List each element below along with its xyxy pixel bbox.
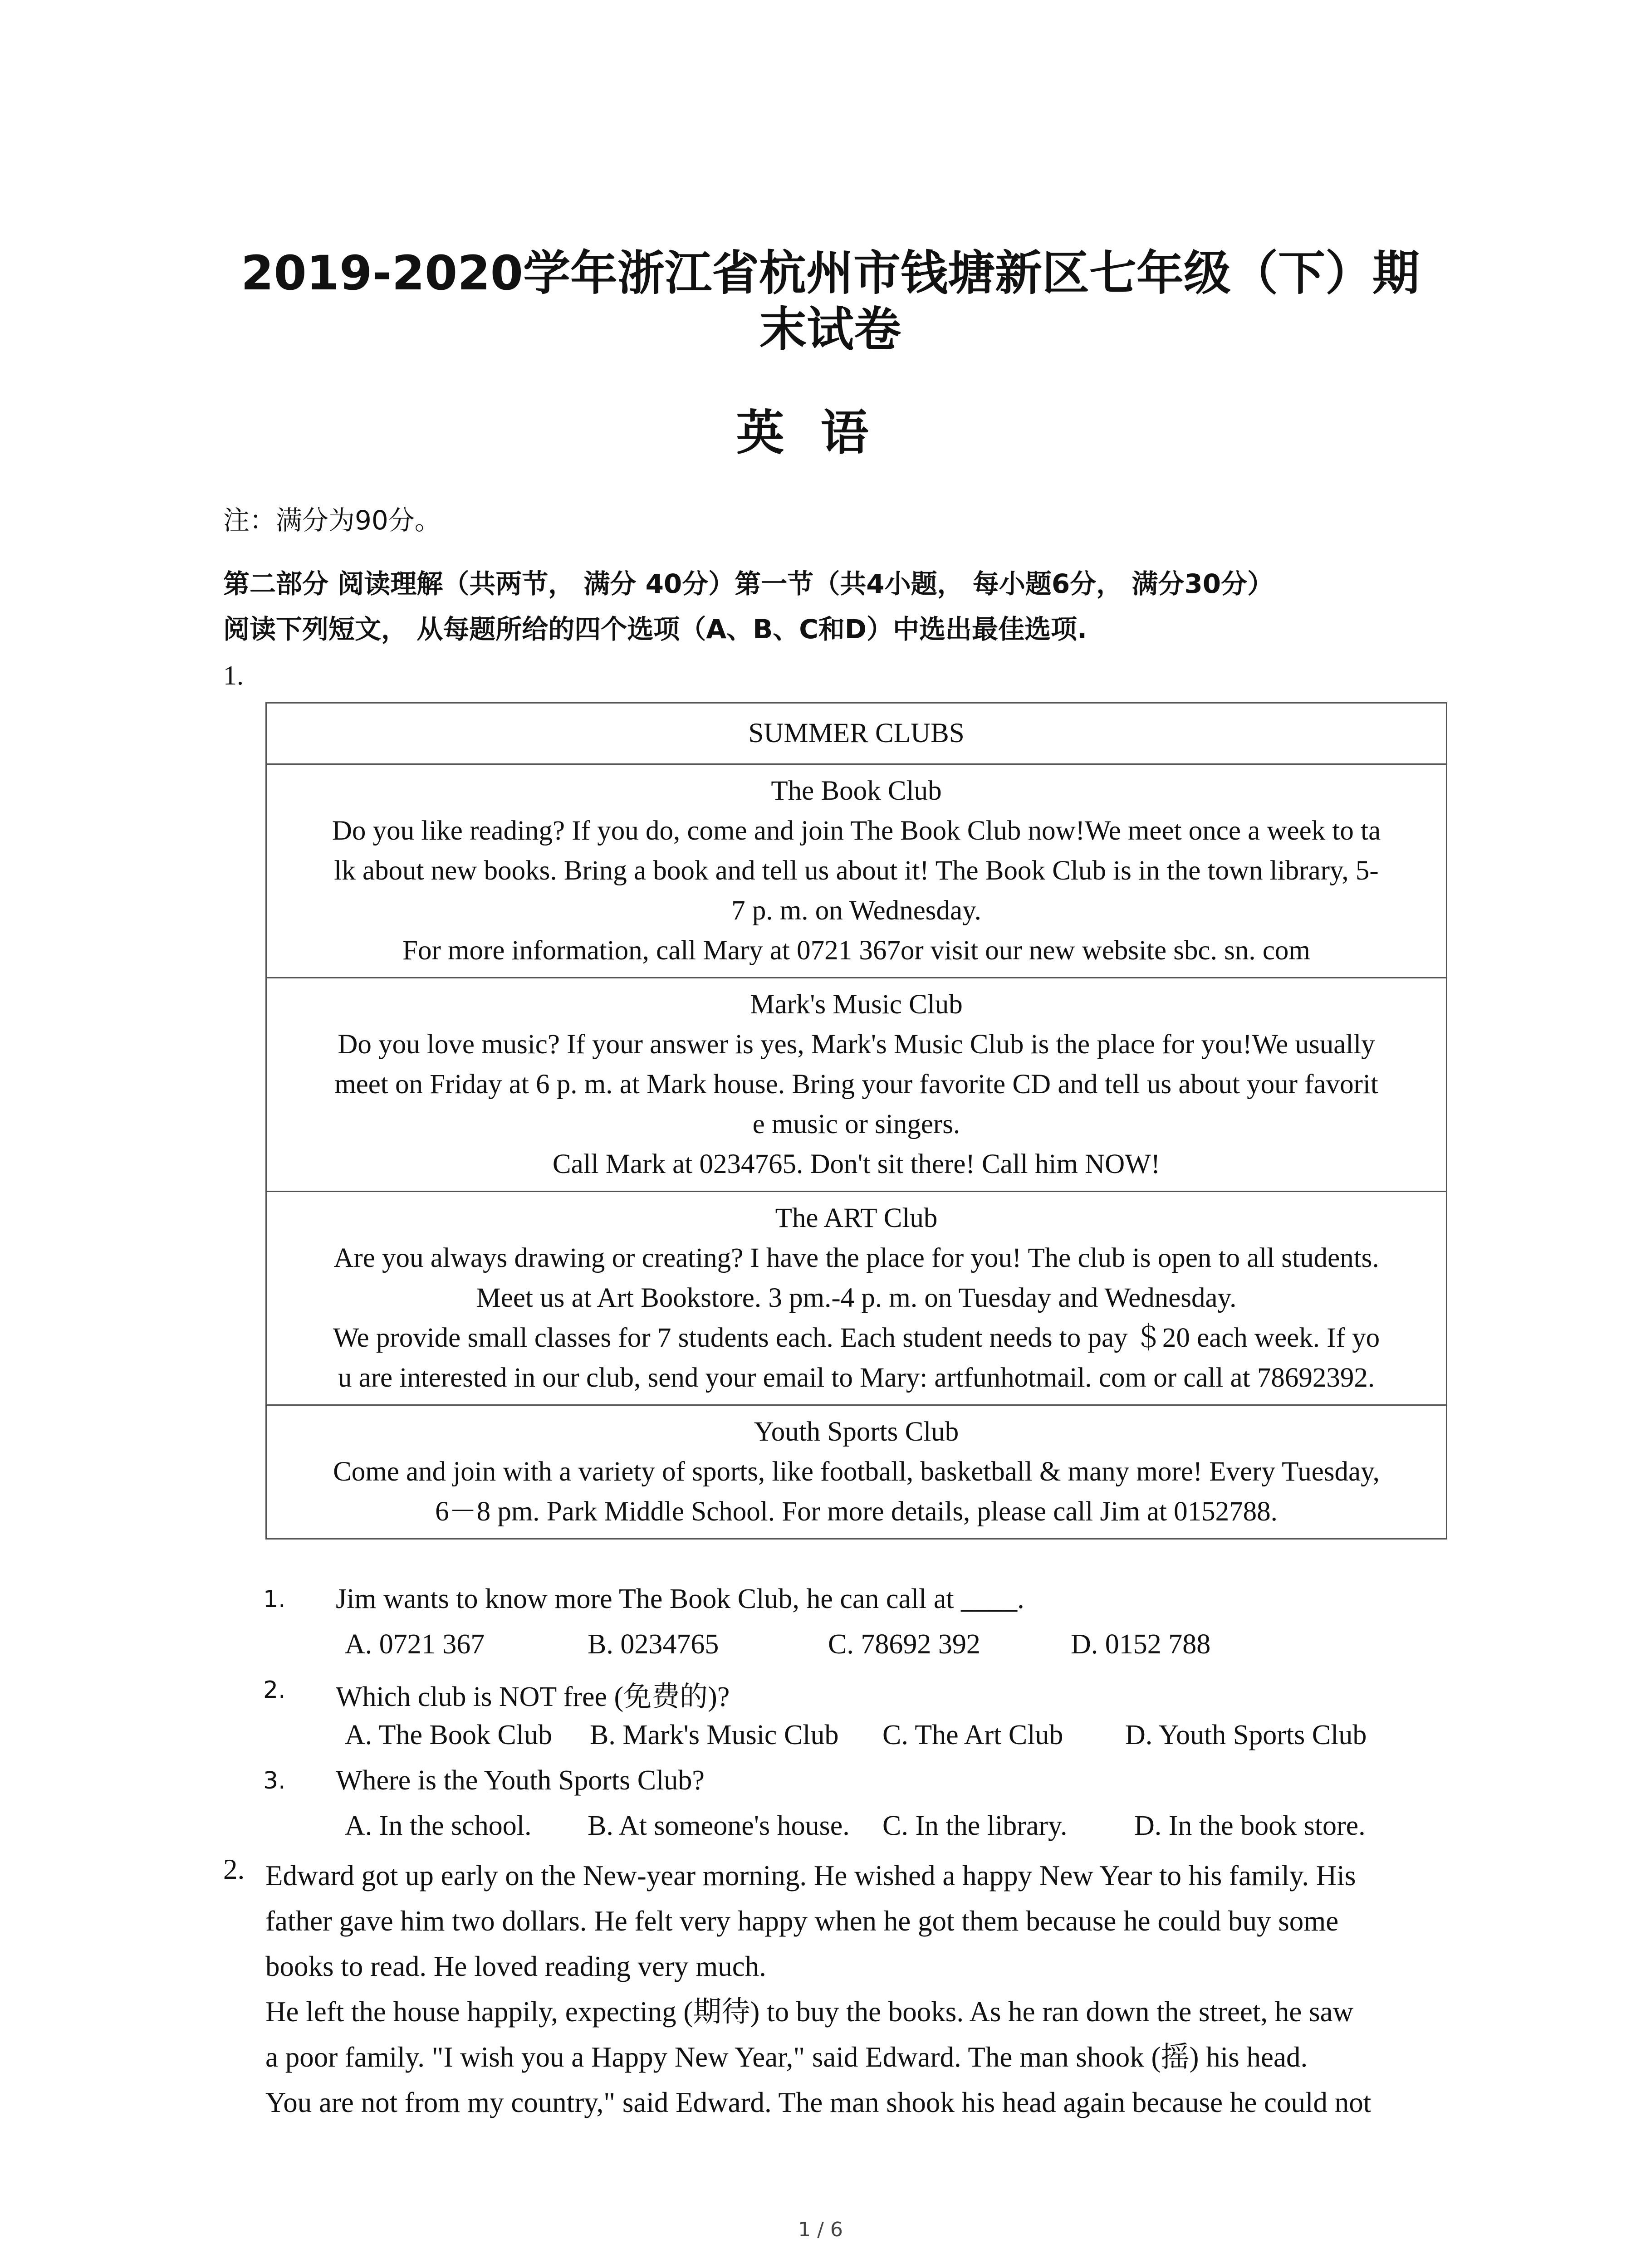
club-text-line: We provide small classes for 7 students each. Each student needs to pay ＄20 each week. If yo bbox=[333, 1323, 1380, 1353]
club-text-line: u are interested in our club, send your email to Mary: artfunhotmail. com or call at 78692392. bbox=[338, 1363, 1375, 1393]
option-b[interactable]: B. 0234765 bbox=[588, 1629, 719, 1660]
table-row bbox=[266, 1405, 1447, 1539]
sub-question-1 bbox=[263, 1583, 1443, 1619]
club-text-line: 7 p. m. on Wednesday. bbox=[731, 895, 981, 926]
club-text-line: meet on Friday at 6 p. m. at Mark house. Bring your favorite CD and tell us about your favorit bbox=[334, 1069, 1378, 1100]
option-c[interactable]: C. In the library. bbox=[882, 1810, 1068, 1841]
club-text-line: Do you love music? If your answer is yes, Mark's Music Club is the place for you!We usually bbox=[338, 1029, 1375, 1060]
sub-question-text: Jim wants to know more The Book Club, he can call at ____. bbox=[336, 1584, 1024, 1614]
score-note: 注：满分为90分。 bbox=[223, 505, 441, 536]
table-row bbox=[266, 703, 1447, 764]
sub-question-number: 1. bbox=[263, 1586, 286, 1613]
options-row bbox=[345, 1628, 1434, 1665]
page-number: 1 / 6 bbox=[798, 2218, 843, 2241]
title-line-2: 末试卷 bbox=[759, 302, 901, 357]
club-text-line: Do you like reading? If you do, come and join The Book Club now!We meet once a week to ta bbox=[332, 816, 1381, 846]
passage-line: books to read. He loved reading very much. bbox=[265, 1950, 766, 1982]
options-row bbox=[345, 1719, 1434, 1755]
option-c[interactable]: C. The Art Club bbox=[882, 1720, 1063, 1750]
option-b[interactable]: B. At someone's house. bbox=[588, 1810, 850, 1841]
club-text-line: Call Mark at 0234765. Don't sit there! Call him NOW! bbox=[552, 1149, 1161, 1179]
option-d[interactable]: D. 0152 788 bbox=[1071, 1629, 1211, 1660]
sub-question-number: 3. bbox=[263, 1767, 286, 1794]
passage-line: You are not from my country," said Edward. The man shook his head again because he could not bbox=[265, 2087, 1372, 2118]
sub-question-text: Which club is NOT free (免费的)? bbox=[336, 1681, 730, 1712]
club-name: Youth Sports Club bbox=[754, 1417, 959, 1447]
summer-clubs-table bbox=[265, 702, 1447, 1540]
table-row bbox=[266, 1192, 1447, 1405]
sub-question-text: Where is the Youth Sports Club? bbox=[336, 1765, 705, 1796]
club-text-line: Come and join with a variety of sports, like football, basketball & many more! Every Tuesday, bbox=[333, 1457, 1380, 1487]
section-instruction-line-1: 第二部分 阅读理解（共两节， 满分 40分）第一节（共4小题， 每小题6分， 满分30分） bbox=[223, 568, 1274, 599]
club-cell-music bbox=[266, 978, 1447, 1192]
club-name: The ART Club bbox=[775, 1203, 938, 1233]
question-number-2: 2. bbox=[223, 1853, 245, 1885]
option-d[interactable]: D. In the book store. bbox=[1134, 1810, 1366, 1841]
club-cell-book bbox=[266, 764, 1447, 978]
club-text-line: 6－8 pm. Park Middle School. For more details, please call Jim at 0152788. bbox=[435, 1496, 1278, 1527]
club-cell-art bbox=[266, 1192, 1447, 1405]
sub-question-2 bbox=[263, 1674, 1443, 1710]
club-text-line: Meet us at Art Bookstore. 3 pm.-4 p. m. on Tuesday and Wednesday. bbox=[476, 1283, 1237, 1313]
option-a[interactable]: A. The Book Club bbox=[345, 1720, 552, 1750]
sub-question-number: 2. bbox=[263, 1677, 286, 1704]
club-text-line: lk about new books. Bring a book and tell us about it! The Book Club is in the town library, 5- bbox=[334, 855, 1379, 886]
question-number-1: 1. bbox=[223, 660, 244, 690]
title-line-1: 2019-2020学年浙江省杭州市钱塘新区七年级（下）期 bbox=[240, 245, 1420, 301]
option-b[interactable]: B. Mark's Music Club bbox=[590, 1720, 839, 1750]
option-a[interactable]: A. In the school. bbox=[345, 1810, 532, 1841]
club-text-line: e music or singers. bbox=[752, 1109, 960, 1139]
club-cell-sports bbox=[266, 1405, 1447, 1539]
options-row bbox=[345, 1810, 1434, 1846]
subject-heading: 英语 bbox=[736, 405, 905, 461]
passage-line: Edward got up early on the New-year morning. He wished a happy New Year to his family. His bbox=[265, 1860, 1356, 1892]
club-name: The Book Club bbox=[771, 776, 942, 806]
table-row bbox=[266, 764, 1447, 978]
table-row bbox=[266, 978, 1447, 1192]
passage-line: father gave him two dollars. He felt very happy when he got them because he could buy some bbox=[265, 1905, 1339, 1937]
option-a[interactable]: A. 0721 367 bbox=[345, 1629, 485, 1660]
reading-passage bbox=[265, 1853, 1463, 2125]
passage-line: He left the house happily, expecting (期待) to buy the books. As he ran down the street, he saw bbox=[265, 1996, 1354, 2028]
club-text-line: For more information, call Mary at 0721 367or visit our new website sbc. sn. com bbox=[402, 935, 1310, 966]
club-name: Mark's Music Club bbox=[750, 989, 963, 1020]
option-d[interactable]: D. Youth Sports Club bbox=[1125, 1720, 1367, 1750]
section-instruction-line-2: 阅读下列短文， 从每题所给的四个选项（A、B、C和D）中选出最佳选项. bbox=[223, 614, 1087, 645]
sub-question-3 bbox=[263, 1765, 1443, 1801]
passage-line: a poor family. "I wish you a Happy New Year," said Edward. The man shook (摇) his head. bbox=[265, 2041, 1308, 2073]
page-title bbox=[172, 245, 1488, 357]
table-header-cell: SUMMER CLUBS bbox=[266, 703, 1447, 764]
option-c[interactable]: C. 78692 392 bbox=[828, 1629, 980, 1660]
club-text-line: Are you always drawing or creating? I have the place for you! The club is open to all students. bbox=[333, 1243, 1379, 1273]
